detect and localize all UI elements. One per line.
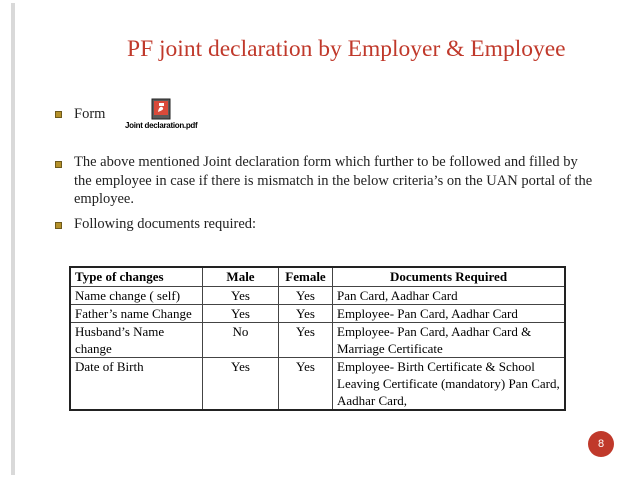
form-label: Form bbox=[74, 106, 106, 122]
cell-female: Yes bbox=[279, 305, 333, 323]
page-number-badge: 8 bbox=[588, 431, 614, 457]
cell-female: Yes bbox=[279, 287, 333, 305]
paragraph-text: The above mentioned Joint declaration form which further to be followed and filled by the employee in case if there is mismatch in the below criteria’s on the UAN portal of the employee. bbox=[74, 154, 593, 207]
cell-documents: Pan Card, Aadhar Card bbox=[333, 287, 566, 305]
table-row bbox=[70, 305, 565, 323]
cell-type: Husband’s Name change bbox=[70, 323, 203, 358]
table-row bbox=[70, 323, 565, 358]
cell-male: Yes bbox=[203, 358, 279, 411]
cell-male: Yes bbox=[203, 287, 279, 305]
cell-documents: Employee- Pan Card, Aadhar Card bbox=[333, 305, 566, 323]
cell-male: No bbox=[203, 323, 279, 358]
cell-female: Yes bbox=[279, 323, 333, 358]
slide-title: PF joint declaration by Employer & Employee bbox=[127, 36, 566, 62]
header-documents-required: Documents Required bbox=[333, 267, 566, 287]
documents-table bbox=[69, 266, 566, 411]
table-row bbox=[70, 287, 565, 305]
cell-type: Name change ( self) bbox=[70, 287, 203, 305]
header-type-of-changes: Type of changes bbox=[70, 267, 203, 287]
bullet-icon bbox=[55, 111, 62, 118]
attachment-filename[interactable]: Joint declaration.pdf bbox=[125, 121, 198, 130]
table-header-row bbox=[70, 267, 565, 287]
bullet-icon bbox=[55, 161, 62, 168]
table-row bbox=[70, 358, 565, 411]
cell-type: Father’s name Change bbox=[70, 305, 203, 323]
bullet-icon bbox=[55, 222, 62, 229]
slide-border-strip bbox=[11, 3, 15, 475]
pdf-file-icon[interactable] bbox=[150, 98, 172, 120]
cell-documents: Employee- Birth Certificate & School Leaving Certificate (mandatory) Pan Card, Aadhar Card, bbox=[333, 358, 566, 411]
documents-heading: Following documents required: bbox=[74, 216, 257, 232]
cell-type: Date of Birth bbox=[70, 358, 203, 411]
cell-documents: Employee- Pan Card, Aadhar Card & Marriage Certificate bbox=[333, 323, 566, 358]
header-female: Female bbox=[279, 267, 333, 287]
header-male: Male bbox=[203, 267, 279, 287]
cell-male: Yes bbox=[203, 305, 279, 323]
cell-female: Yes bbox=[279, 358, 333, 411]
